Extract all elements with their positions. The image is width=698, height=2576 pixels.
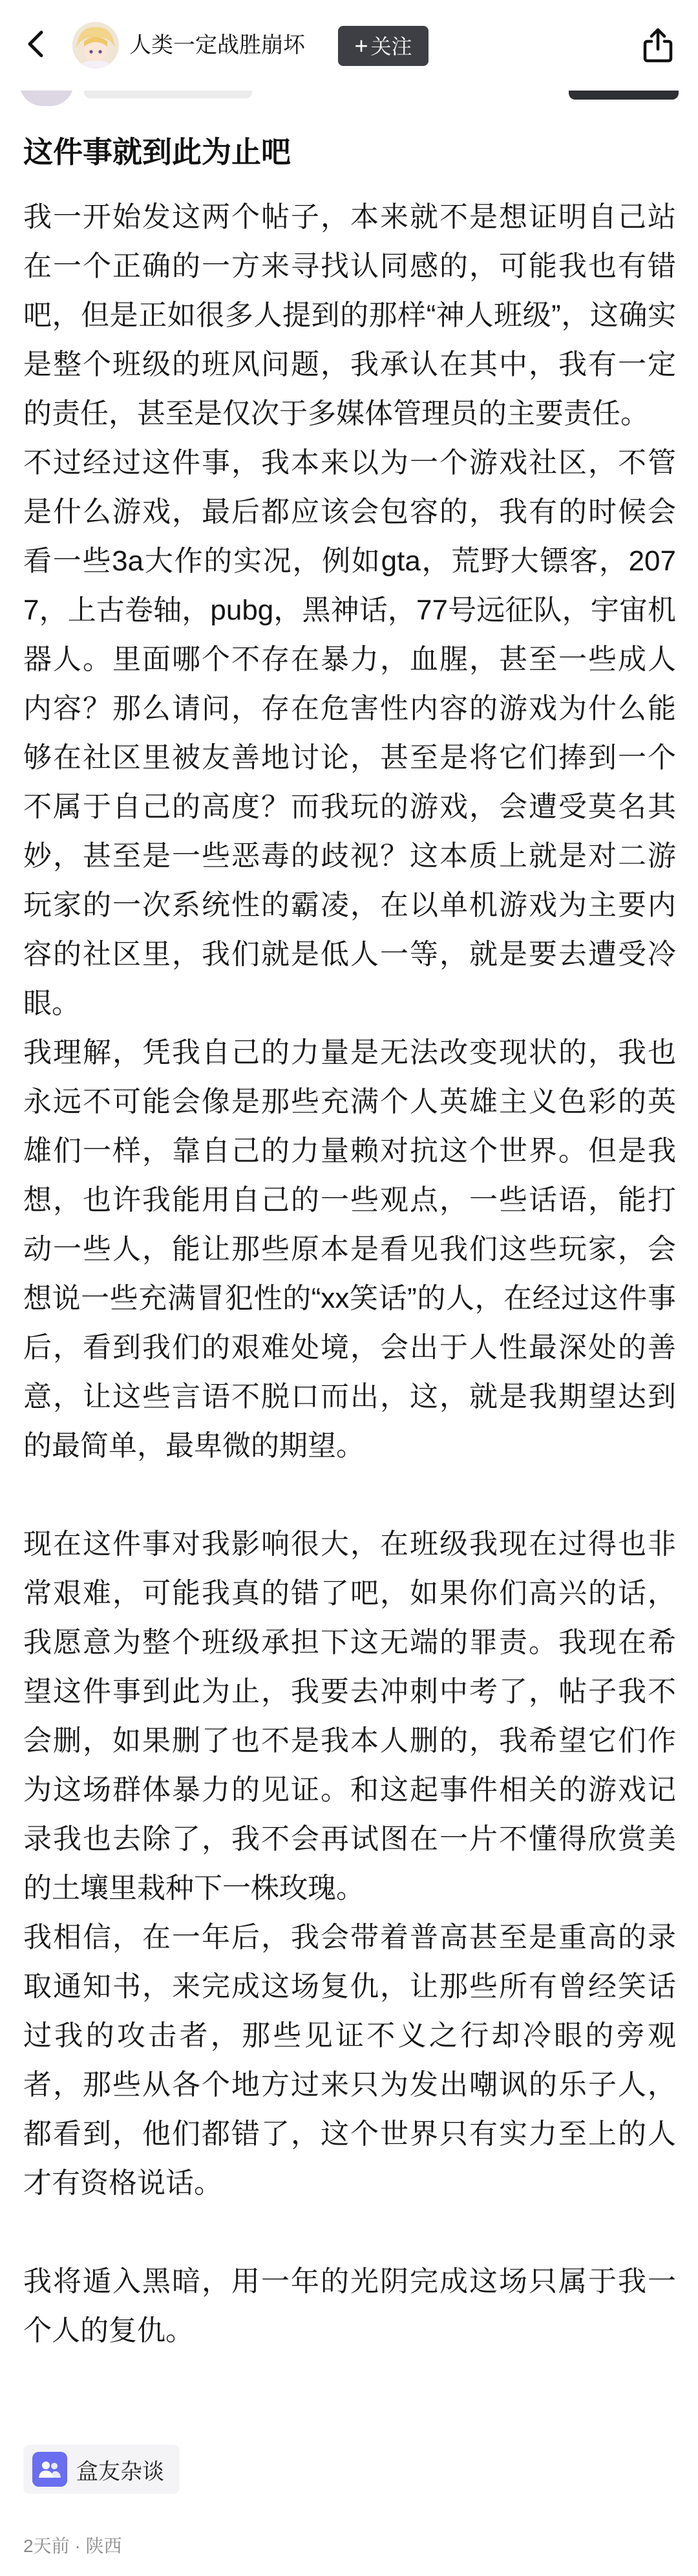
plus-icon: + <box>354 32 368 59</box>
share-button[interactable] <box>636 23 680 67</box>
chevron-left-icon <box>23 28 49 60</box>
topic-tag[interactable] <box>23 2445 180 2494</box>
post-paragraph: 我一开始发这两个帖子，本来就不是想证明自己站在一个正确的一方来寻找认同感的，可能我也有错吧，但是正如很多人提到的那样“神人班级”，这确实是整个班级的班风问题，我承认在其中，我有一定的责任，甚至是仅次于多媒体管理员的主要责任。 <box>23 201 676 429</box>
post-title: 这件事就到此为止吧 <box>23 135 291 169</box>
author-avatar[interactable] <box>72 22 119 69</box>
post-paragraph: 现在这件事对我影响很大，在班级我现在过得也非常艰难，可能我真的错了吧，如果你们高兴的话，我愿意为整个班级承担下这无端的罪责。我现在希望这件事到此为止，我要去冲刺中考了，帖子我不会删，如果删了也不是我本人删的，我希望它们作为这场群体暴力的见证。和这起事件相关的游戏记录我也去除了，我不会再试图在一片不懂得欣赏美的土壤里栽种下一株玫瑰。 <box>23 1528 676 1904</box>
follow-button[interactable] <box>338 26 428 66</box>
share-icon <box>641 27 675 63</box>
topic-tag-label: 盒友杂谈 <box>76 2459 164 2484</box>
back-button[interactable] <box>16 23 57 65</box>
author-name[interactable]: 人类一定战胜崩坏 <box>129 33 305 58</box>
follow-label: 关注 <box>370 35 412 58</box>
post-paragraph: 我理解，凭我自己的力量是无法改变现状的，我也永远不可能会像是那些充满个人英雄主义色彩的英雄们一样，靠自己的力量赖对抗这个世界。但是我想，也许我能用自己的一些观点，一些话语，能打动一些人，能让那些原本是看见我们这些玩家，会想说一些充满冒犯性的“xx笑话”的人，在经过这件事后，看到我们的艰难处境，会出于人性最深处的善意，让这些言语不脱口而出，这，就是我期望达到的最简单，最卑微的期望。 <box>23 1037 676 1462</box>
post-body <box>23 193 676 2355</box>
top-bar <box>0 0 698 91</box>
post-paragraph: 我相信，在一年后，我会带着普高甚至是重高的录取通知书，来完成这场复仇，让那些所有曾经笑话过我的攻击者，那些见证不义之行却冷眼的旁观者，那些从各个地方过来只为发出嘲讽的乐子人，都看到，他们都错了，这个世界只有实力至上的人才有资格说话。 <box>23 1921 676 2199</box>
post-paragraph: 不过经过这件事，我本来以为一个游戏社区，不管是什么游戏，最后都应该会包容的，我有的时候会看一些3a大作的实况，例如gta，荒野大镖客，2077，上古卷轴，pubg，黑神话，77号远征队，宇宙机器人。里面哪个不存在暴力，血腥，甚至一些成人内容？那么请问，存在危害性内容的游戏为什么能够在社区里被友善地讨论，甚至是将它们捧到一个不属于自己的高度？而我玩的游戏，会遭受莫名其妙，甚至是一些恶毒的歧视？这本质上就是对二游玩家的一次系统性的霸凌，在以单机游戏为主要内容的社区里，我们就是低人一等，就是要去遭受冷眼。 <box>23 447 676 1019</box>
post-meta: 2天前 · 陕西 <box>23 2536 122 2556</box>
avatar-image <box>72 22 119 69</box>
people-icon <box>32 2452 67 2487</box>
post-paragraph: 我将遁入黑暗，用一年的光阴完成这场只属于我一个人的复仇。 <box>23 2266 676 2346</box>
